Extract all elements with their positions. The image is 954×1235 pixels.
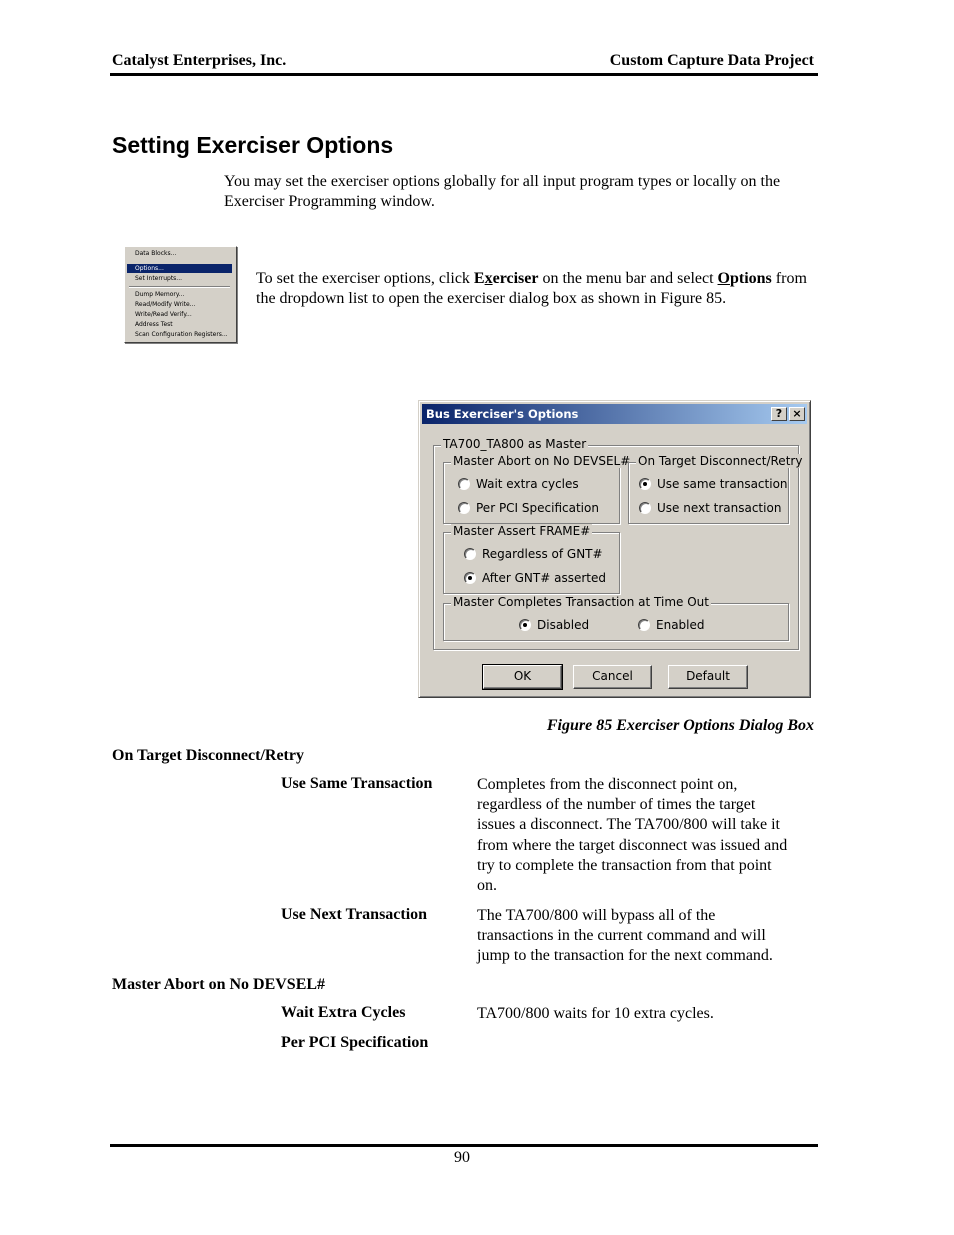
term-per-pci-specification: Per PCI Specification xyxy=(281,1034,429,1051)
dialog-title-bar[interactable] xyxy=(422,404,807,424)
radio-enabled[interactable]: Enabled xyxy=(638,618,705,632)
figure-caption: Figure 85 Exerciser Options Dialog Box xyxy=(546,717,814,734)
radio-wait-extra-cycles[interactable]: Wait extra cycles xyxy=(458,477,579,491)
cancel-button[interactable]: Cancel xyxy=(573,665,652,689)
master-abort-label: Master Abort on No DEVSEL# xyxy=(453,454,631,468)
assert-frame-group xyxy=(443,524,620,594)
header-company: Catalyst Enterprises, Inc. xyxy=(112,52,287,69)
menu-item-address-test[interactable]: Address Test xyxy=(135,321,173,328)
radio-per-pci-specification[interactable]: Per PCI Specification xyxy=(458,501,599,515)
dialog-title: Bus Exerciser's Options xyxy=(426,407,579,421)
header-rule xyxy=(110,73,818,76)
menu-separator xyxy=(129,286,230,288)
menu-item-write-read-verify[interactable]: Write/Read Verify... xyxy=(135,311,192,318)
term-use-same-transaction: Use Same Transaction xyxy=(281,775,433,792)
page-title: Setting Exerciser Options xyxy=(112,132,394,158)
menu-item-scan-config-registers[interactable]: Scan Configuration Registers... xyxy=(135,331,228,338)
definition: Completes from the disconnect point on, regardless of the number of times the target issues a disconnect. The TA700/800 will take it from where the target disconnect was issued and try to complete the transaction from that point on. xyxy=(477,776,788,895)
exerciser-menu-thumbnail xyxy=(124,246,237,343)
default-button[interactable]: Default xyxy=(668,665,748,689)
master-abort-group xyxy=(443,454,631,524)
footer-rule xyxy=(110,1144,818,1147)
timeout-label: Master Completes Transaction at Time Out xyxy=(453,595,709,609)
radio-icon xyxy=(458,478,470,490)
target-disconnect-group xyxy=(628,454,803,524)
term-wait-extra-cycles: Wait Extra Cycles xyxy=(281,1004,406,1021)
term-use-next-transaction: Use Next Transaction xyxy=(281,906,428,923)
radio-disabled[interactable]: Disabled xyxy=(519,618,589,632)
menu-item-set-interrupts[interactable]: Set Interrupts... xyxy=(135,275,183,282)
radio-icon xyxy=(458,502,470,514)
master-options-label: TA700_TA800 as Master xyxy=(443,437,587,451)
definition: TA700/800 waits for 10 extra cycles. xyxy=(477,1005,714,1022)
menu-item-read-modify-write[interactable]: Read/Modify Write... xyxy=(135,301,196,308)
radio-use-next-transaction[interactable]: Use next transaction xyxy=(639,501,781,515)
radio-regardless-of-gnt[interactable]: Regardless of GNT# xyxy=(464,547,603,561)
instruction-paragraph: To set the exerciser options, click Exerciser on the menu bar and select Options from the dropdown list to open the exerciser dialog box as shown in Figure 85. xyxy=(256,270,807,307)
radio-use-same-transaction[interactable]: Use same transaction xyxy=(639,477,788,491)
radio-selected-icon xyxy=(519,619,531,631)
menu-item-data-blocks[interactable]: Data Blocks... xyxy=(135,250,177,257)
assert-frame-label: Master Assert FRAME# xyxy=(453,524,591,538)
page-number: 90 xyxy=(454,1149,470,1166)
help-icon[interactable]: ? xyxy=(771,407,787,421)
radio-after-gnt-asserted[interactable]: After GNT# asserted xyxy=(464,571,606,585)
header-project: Custom Capture Data Project xyxy=(609,52,814,69)
timeout-group xyxy=(443,595,789,641)
radio-icon xyxy=(464,548,476,560)
radio-selected-icon xyxy=(464,572,476,584)
target-disconnect-label: On Target Disconnect/Retry xyxy=(638,454,803,468)
intro-paragraph: You may set the exerciser options globally for all input program types or locally on the Exerciser Programming window. xyxy=(224,173,781,210)
ok-button[interactable]: OK xyxy=(483,665,562,689)
close-icon[interactable]: × xyxy=(789,407,805,421)
radio-icon xyxy=(639,502,651,514)
radio-selected-icon xyxy=(639,478,651,490)
menu-item-options[interactable]: Options... xyxy=(127,264,232,273)
section-heading: Master Abort on No DEVSEL# xyxy=(112,976,326,993)
menu-item-dump-memory[interactable]: Dump Memory... xyxy=(135,291,185,298)
exerciser-options-dialog xyxy=(418,400,811,698)
definition: The TA700/800 will bypass all of the transactions in the current command and will jump to the transaction for the next command. xyxy=(477,907,773,965)
radio-icon xyxy=(638,619,650,631)
section-heading: On Target Disconnect/Retry xyxy=(112,747,304,764)
